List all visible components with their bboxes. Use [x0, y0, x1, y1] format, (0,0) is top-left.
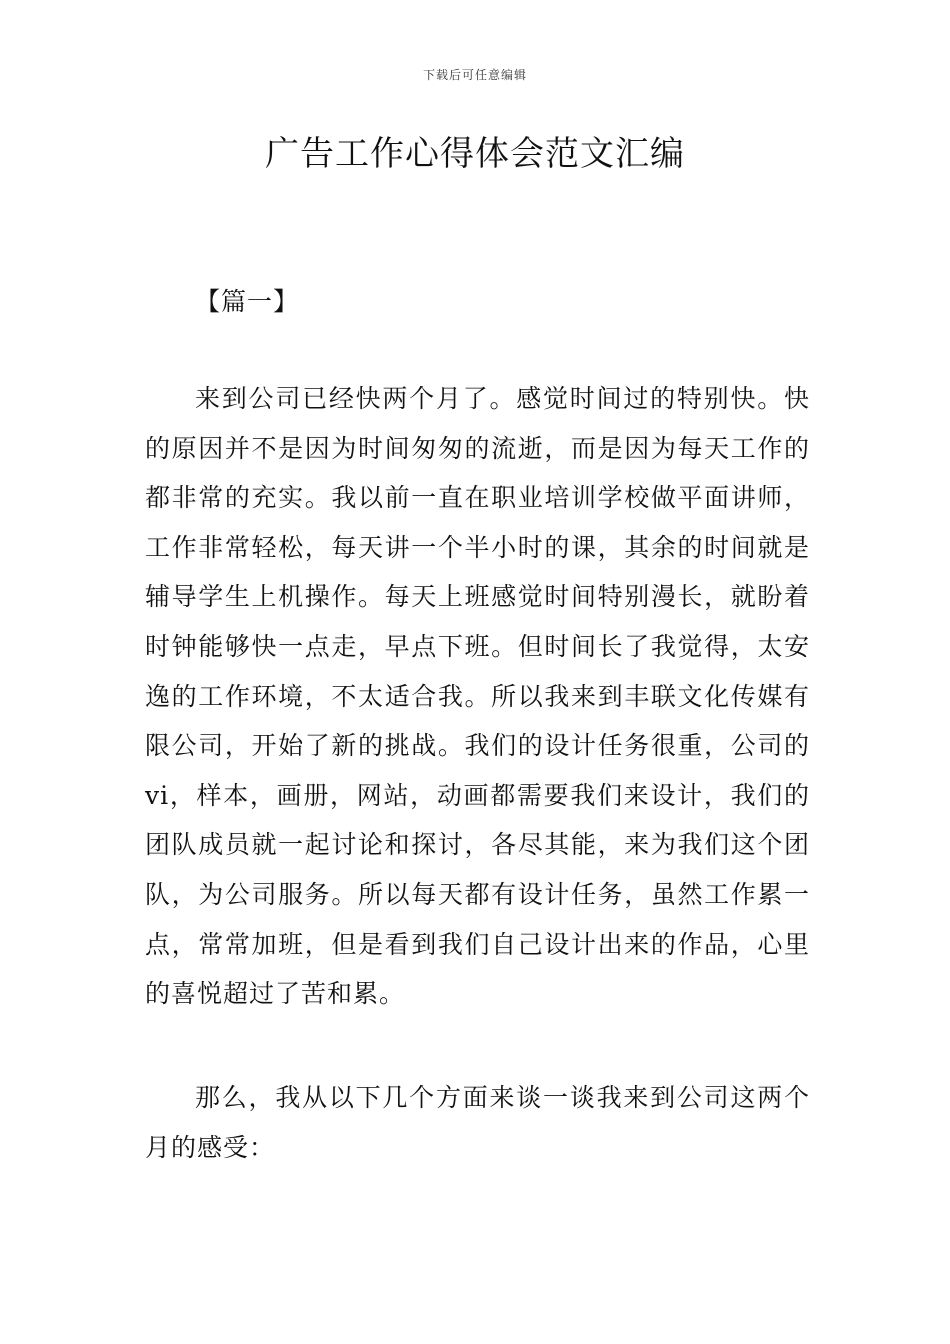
header-note: 下载后可任意编辑 [422, 68, 527, 82]
section-label: 【篇一】 [195, 287, 300, 316]
document-title: 广告工作心得体会范文汇编 [265, 134, 685, 174]
body-paragraph-2: 那么，我从以下几个方面来谈一谈我来到公司这两个月的感受： [145, 1083, 810, 1162]
body-paragraph-1: 来到公司已经快两个月了。感觉时间过的特别快。快的原因并不是因为时间匆匆的流逝，而是因为每天工作的都非常的充实。我以前一直在职业培训学校做平面讲师，工作非常轻松，每天讲一个半小时的课，其余的时间就是辅导学生上机操作。每天上班感觉时间特别漫长，就盼着时钟能够快一点走，早点下班。但时间长了我觉得，太安逸的工作环境，不太适合我。所以我来到丰联文化传媒有限公司，开始了新的挑战。我们的设计任务很重，公司的vi，样本，画册，网站，动画都需要我们来设计，我们的团队成员就一起讨论和探讨，各尽其能，来为我们这个团队，为公司服务。所以每天都有设计任务，虽然工作累一点，常常加班，但是看到我们自己设计出来的作品，心里的喜悦超过了苦和累。 [145, 384, 810, 1009]
